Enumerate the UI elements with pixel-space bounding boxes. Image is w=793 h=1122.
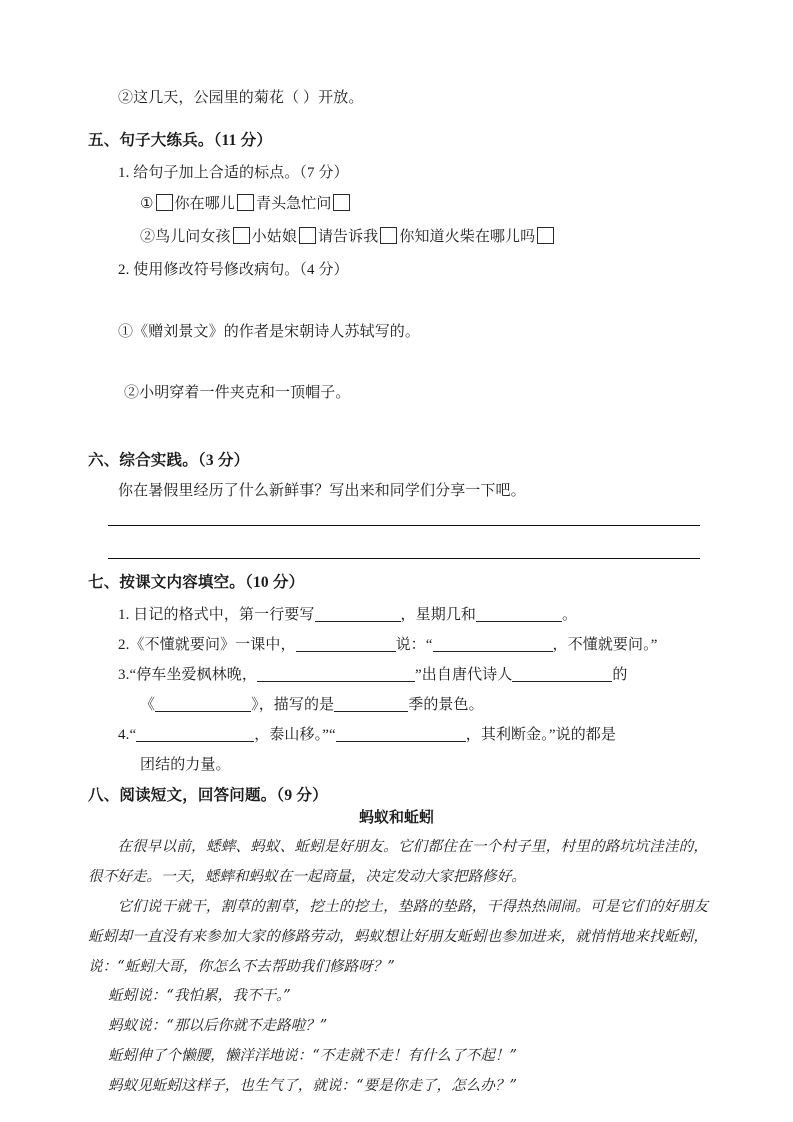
- question-7-3-line-1: [118, 663, 627, 684]
- item-marker: ②: [140, 229, 156, 245]
- text-run: ，泰山移。”“: [254, 727, 336, 743]
- fill-blank[interactable]: [315, 607, 401, 622]
- question-7-4-line-2: 团结的力量。: [140, 757, 231, 773]
- fill-blank[interactable]: [512, 667, 612, 682]
- question-7-2: [118, 633, 658, 654]
- text-run: 的: [612, 667, 628, 683]
- passage-dialogue-line: 蚯蚓伸了个懒腰，懒洋洋地说：“不走就不走！有什么了不起！”: [108, 1047, 517, 1064]
- punctuation-box[interactable]: [537, 227, 554, 244]
- carryover-question-item: ②这几天，公园里的菊花（ ）开放。: [118, 90, 364, 106]
- item-marker: ①: [140, 196, 154, 212]
- question-5-2-item-2: ②小明穿着一件夹克和一顶帽子。: [124, 385, 351, 401]
- segment-text: 你知道火柴在哪儿吗: [399, 229, 536, 245]
- answer-rule-line-2[interactable]: [108, 558, 700, 559]
- segment-text: 青头急忙问: [255, 196, 332, 212]
- question-7-1: [118, 603, 577, 624]
- punctuation-box[interactable]: [299, 227, 316, 244]
- fill-blank[interactable]: [155, 697, 251, 712]
- segment-text: 鸟儿问女孩: [155, 229, 231, 245]
- text-run: ，不懂就要问。”: [552, 637, 658, 653]
- passage-title: 蚂蚁和蚯蚓: [358, 810, 434, 826]
- fill-blank[interactable]: [136, 727, 254, 742]
- text-run: 4.“: [118, 727, 137, 743]
- fill-blank[interactable]: [433, 637, 553, 652]
- question-5-2-item-1: ①《赠刘景文》的作者是宋朝诗人苏轼写的。: [118, 324, 421, 340]
- text-run: 1. 日记的格式中，第一行要写: [118, 607, 315, 623]
- passage-dialogue-line: 蚂蚁见蚯蚓这样子，也生气了，就说：“要是你走了，怎么办？”: [108, 1077, 517, 1094]
- punctuation-box[interactable]: [156, 194, 173, 211]
- question-5-1-item-2: [140, 225, 556, 246]
- question-6-prompt: 你在暑假里经历了什么新鲜事？写出来和同学们分享一下吧。: [118, 483, 526, 499]
- answer-rule-line-1[interactable]: [108, 525, 700, 526]
- question-5-1-item-1: [140, 192, 352, 213]
- text-run: ，星期几和: [400, 607, 477, 623]
- passage-dialogue-line: 蚯蚓说：“我怕累，我不干。”: [108, 987, 291, 1004]
- question-7-4-line-1: [118, 723, 616, 744]
- segment-text: 请告诉我: [317, 229, 379, 245]
- segment-text: 小姑娘: [251, 229, 297, 245]
- fill-blank[interactable]: [296, 637, 396, 652]
- text-run: 说：“: [395, 637, 433, 653]
- question-5-2-label: 2. 使用修改符号修改病句。（4 分）: [118, 262, 349, 278]
- text-run: 2.《不懂就要问》一课中，: [118, 637, 296, 653]
- section-heading-eight: 八、阅读短文，回答问题。（9 分）: [88, 787, 328, 804]
- punctuation-box[interactable]: [380, 227, 397, 244]
- passage-body: [88, 832, 708, 982]
- section-heading-six: 六、综合实践。（3 分）: [88, 452, 250, 469]
- text-run: 《: [140, 697, 156, 713]
- question-7-3-line-2: [140, 693, 484, 714]
- text-run: ，其利断金。”说的都是: [465, 727, 617, 743]
- fill-blank[interactable]: [476, 607, 562, 622]
- fill-blank[interactable]: [336, 727, 466, 742]
- text-run: 。: [562, 607, 578, 623]
- text-run: 3.“停车坐爱枫林晚，: [118, 667, 258, 683]
- section-heading-five: 五、句子大练兵。（11 分）: [88, 132, 273, 149]
- text-run: 季的景色。: [408, 697, 484, 713]
- passage-dialogue-line: 蚂蚁说：“那以后你就不走路啦？”: [108, 1017, 328, 1034]
- punctuation-box[interactable]: [237, 194, 254, 211]
- passage-paragraph: 它们说干就干，割草的割草，挖土的挖土，垫路的垫路，干得热热闹闹。可是它们的好朋友蚯蚓却一直没有来参加大家的修路劳动，蚂蚁想让好朋友蚯蚓也参加进来，就悄悄地来找蚯蚓，说：“蚯蚓大哥，你怎么不去帮助我们修路呀？”: [88, 898, 708, 975]
- punctuation-box[interactable]: [233, 227, 250, 244]
- segment-text: 你在哪儿: [174, 196, 235, 212]
- text-run: 》，描写的是: [251, 697, 335, 713]
- text-run: ”出自唐代诗人: [415, 667, 513, 683]
- question-5-1-label: 1. 给句子加上合适的标点。（7 分）: [118, 165, 349, 181]
- fill-blank[interactable]: [334, 697, 408, 712]
- punctuation-box[interactable]: [333, 194, 350, 211]
- section-heading-seven: 七、按课文内容填空。（10 分）: [88, 574, 305, 591]
- passage-paragraph: 在很早以前，蟋蟀、蚂蚁、蚯蚓是好朋友。它们都住在一个村子里，村里的路坑坑洼洼的，很不好走。一天，蟋蟀和蚂蚁在一起商量，决定发动大家把路修好。: [88, 838, 708, 885]
- fill-blank[interactable]: [257, 667, 415, 682]
